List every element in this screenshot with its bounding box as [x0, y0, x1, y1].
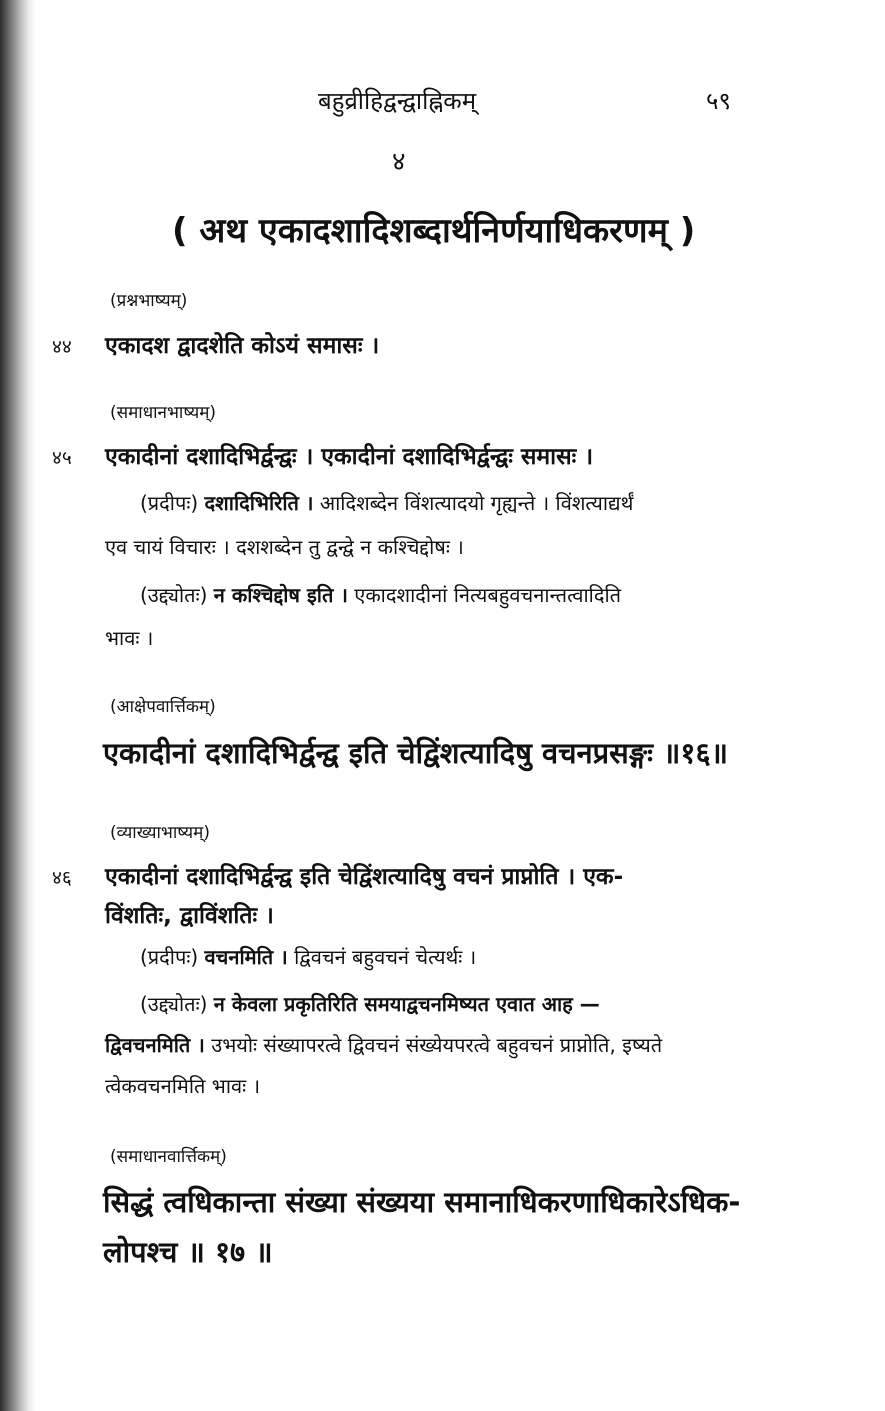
- section-number: ४: [392, 147, 406, 177]
- uddyota-2-line-3: त्वेकवचनमिति भावः ।: [105, 1074, 261, 1098]
- uddyota-1-line-1: [140, 581, 621, 608]
- prashna-bhashya-label: (प्रश्नभाष्यम्): [110, 291, 188, 311]
- uddyota-2-text: न केवला प्रकृतिरिति समयाद्वचनमिष्यत एवात आह —: [213, 992, 600, 1016]
- bhashya-46-line-1: एकादीनां दशादिभिर्द्वन्द्व इति चेद्विंशत्यादिषु वचनं प्राप्नोति । एक-: [105, 864, 624, 890]
- pradipa-1-lemma: दशादिभिरिति ।: [204, 491, 314, 515]
- scanned-page-edge: [0, 0, 36, 1411]
- uddyota-1-lemma: न कश्चिद्दोष इति ।: [213, 583, 348, 607]
- uddyota-2-gloss: उभयोः संख्यापरत्वे द्विवचनं संख्येयपरत्वे बहुवचनं प्राप्नोति, इष्यते: [211, 1033, 663, 1057]
- uddyota-tag: (उद्द्योतः): [140, 583, 208, 607]
- paragraph-number-45: ४५: [52, 447, 72, 469]
- uddyota-1-gloss: एकादशादीनां नित्यबहुवचनान्तत्वादिति: [354, 583, 622, 607]
- uddyota-1-line-2: भावः ।: [105, 626, 154, 650]
- pradipa-tag: (प्रदीपः): [140, 491, 199, 515]
- section-title: ( अथ एकादशादिशब्दार्थनिर्णयाधिकरणम् ): [172, 211, 696, 251]
- vyakhya-bhashya-label: (व्याख्याभाष्यम्): [110, 823, 210, 843]
- uddyota-2-line-1: [140, 990, 600, 1017]
- pradipa-2-line: [140, 943, 476, 970]
- vartika-16: एकादीनां दशादिभिर्द्वन्द्व इति चेद्विंशत्यादिषु वचनप्रसङ्गः ॥१६॥: [103, 736, 728, 770]
- bhashya-44-text: एकादश द्वादशेति कोऽयं समासः ।: [105, 333, 380, 359]
- pradipa-2-lemma: वचनमिति ।: [204, 945, 288, 969]
- paragraph-number-46: ४६: [52, 867, 72, 889]
- running-title: बहुव्रीहिद्वन्द्वाह्निकम्: [318, 87, 477, 115]
- pradipa-1-gloss: आदिशब्देन विंशत्यादयो गृह्यन्ते । विंशत्याद्यर्थं: [319, 491, 634, 515]
- pradipa-2-gloss: द्विवचनं बहुवचनं चेत्यर्थः ।: [294, 945, 477, 969]
- akshepa-vartika-label: (आक्षेपवार्त्तिकम्): [110, 697, 216, 717]
- bhashya-45-text: एकादीनां दशादिभिर्द्वन्द्वः । एकादीनां दशादिभिर्द्वन्द्वः समासः ।: [105, 444, 594, 470]
- bhashya-46-line-2: विंशतिः, द्वाविंशतिः ।: [105, 903, 274, 929]
- vartika-17-line-2: लोपश्च ॥ १७ ॥: [103, 1235, 273, 1269]
- samadhana-vartika-label: (समाधानवार्त्तिकम्): [110, 1147, 227, 1167]
- pradipa-tag: (प्रदीपः): [140, 945, 199, 969]
- samadhana-bhashya-label: (समाधानभाष्यम्): [110, 403, 217, 423]
- pradipa-1-line-1: [140, 489, 633, 516]
- uddyota-2-line-2: [105, 1031, 662, 1058]
- uddyota-tag: (उद्द्योतः): [140, 992, 208, 1016]
- paragraph-number-44: ४४: [52, 336, 72, 358]
- pradipa-1-line-2: एव चायं विचारः । दशशब्देन तु द्वन्द्वे न कश्चिद्दोषः ।: [105, 535, 464, 559]
- vartika-17-line-1: सिद्धं त्वधिकान्ता संख्या संख्यया समानाधिकरणाधिकारेऽधिक-: [103, 1185, 741, 1219]
- uddyota-2-lemma: द्विवचनमिति ।: [105, 1033, 205, 1057]
- page-number: ५९: [706, 87, 731, 115]
